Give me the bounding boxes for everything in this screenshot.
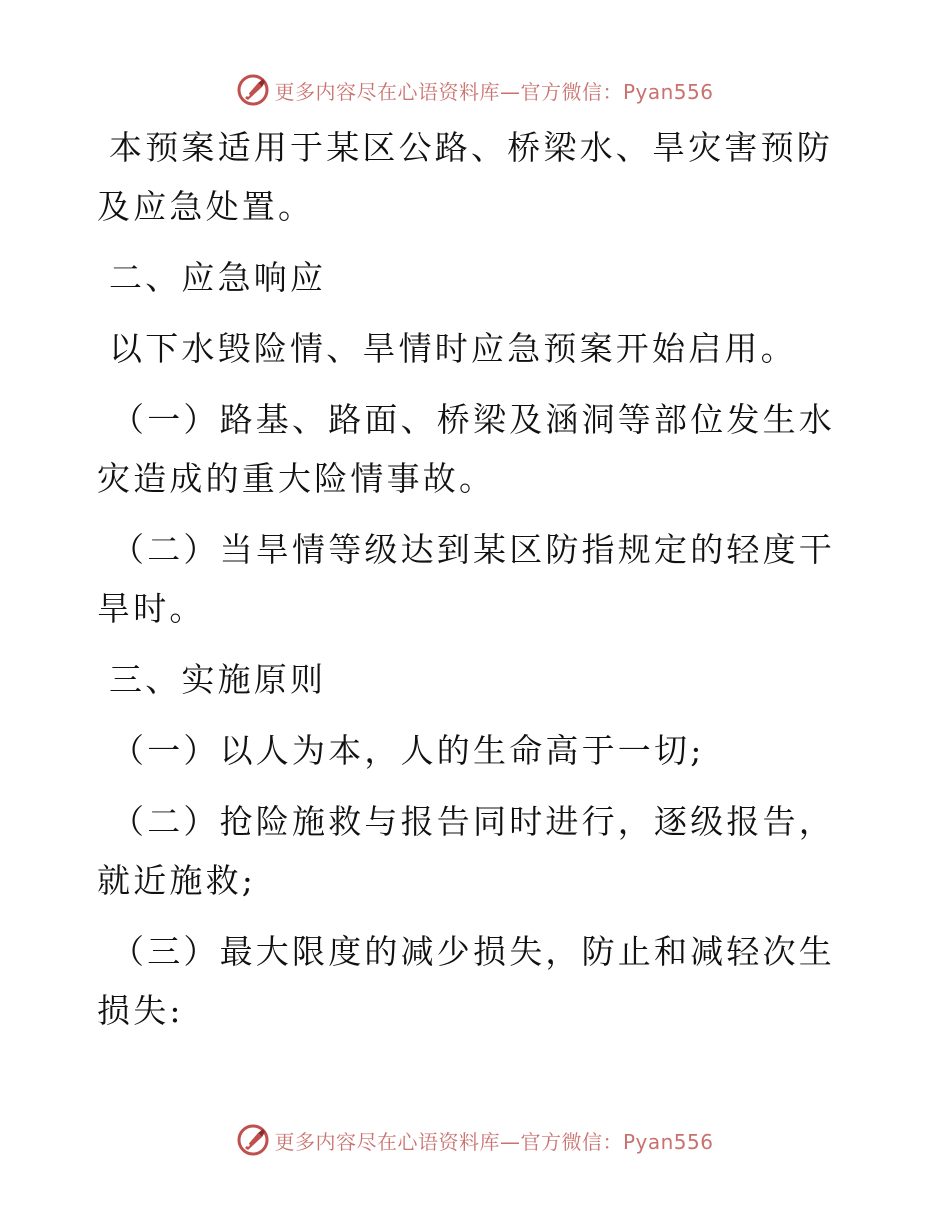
list-item-water-damage: （一）路基、路面、桥梁及涵洞等部位发生水灾造成的重大险情事故。: [97, 400, 835, 498]
list-item-people-first: （一）以人为本，人的生命高于一切;: [111, 731, 705, 770]
list-item-drought: （二）当旱情等级达到某区防指规定的轻度干旱时。: [97, 530, 835, 628]
pen-nib-logo-icon: [236, 1123, 270, 1157]
footer-watermark-text: 更多内容尽在心语资料库—官方微信：Pyan556: [274, 1129, 714, 1154]
header-watermark: [0, 70, 950, 110]
paragraph-scope: 本预案适用于某区公路、桥梁水、旱灾害预防及应急处置。: [97, 128, 833, 226]
section-heading-principles: 三、实施原则: [109, 660, 327, 699]
footer-watermark: [0, 1120, 950, 1160]
pen-nib-logo-icon: [236, 73, 270, 107]
document-body: [97, 118, 837, 1052]
header-watermark-text: 更多内容尽在心语资料库—官方微信：Pyan556: [274, 79, 714, 104]
paragraph-activation: 以下水毁险情、旱情时应急预案开始启用。: [109, 329, 797, 368]
section-heading-emergency-response: 二、应急响应: [109, 258, 327, 297]
list-item-rescue-report: （二）抢险施救与报告同时进行，逐级报告，就近施救;: [97, 802, 835, 900]
list-item-minimize-loss: （三）最大限度的减少损失，防止和减轻次生损失:: [97, 932, 835, 1030]
